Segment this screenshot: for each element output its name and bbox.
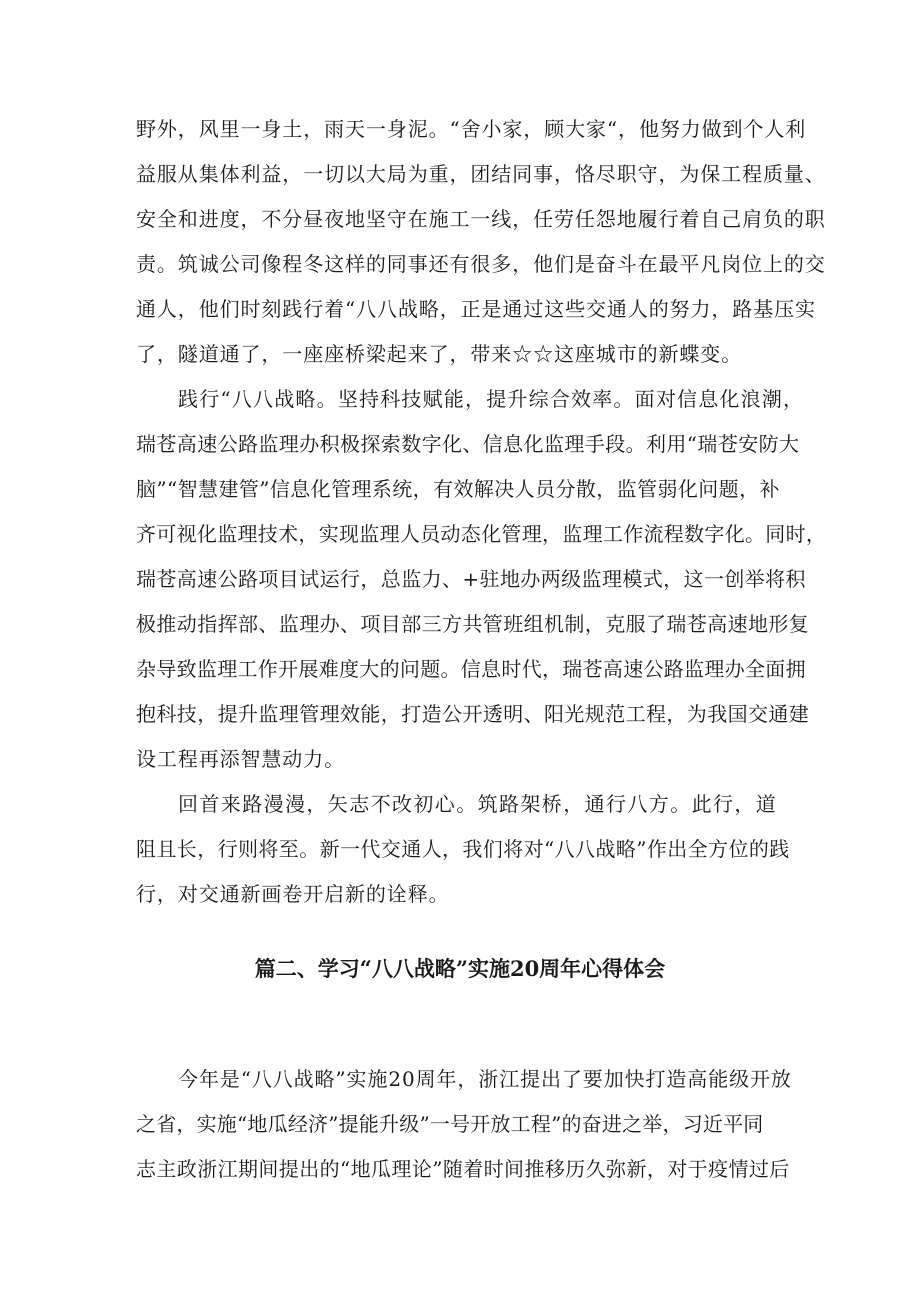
- text-line: 回首来路漫漫，矢志不改初心。筑路架桥，通行八方。此行，道: [178, 792, 778, 816]
- section-heading: 篇二、学习“八八战略”实施20周年心得体会: [254, 956, 666, 981]
- text-line: 设工程再添智慧动力。: [136, 747, 345, 771]
- text-line: 行，对交通新画卷开启新的诠释。: [136, 882, 450, 906]
- text-line: 今年是“八八战略”实施20周年，浙江提出了要加快打造高能级开放: [178, 1067, 792, 1091]
- text-line: 之省，实施“地瓜经济”提能升级”一号开放工程”的奋进之举，习近平同: [136, 1112, 764, 1136]
- text-line: 安全和进度，不分昼夜地坚守在施工一线，任劳任怨地履行着自己肩负的职: [136, 207, 826, 231]
- text-line: 责。筑诚公司像程冬这样的同事还有很多，他们是奋斗在最平凡岗位上的交: [136, 252, 826, 276]
- text-line: 通人，他们时刻践行着“八八战略，正是通过这些交通人的努力，路基压实: [136, 297, 816, 321]
- text-line: 益服从集体利益，一切以大局为重，团结同事，恪尽职守，为保工程质量、: [136, 162, 826, 186]
- text-line: 志主政浙江期间提出的“地瓜理论”随着时间推移历久弥新，对于疫情过后: [136, 1157, 790, 1181]
- text-line: 瑞苍高速公路项目试运行，总监力、+驻地办两级监理模式，这一创举将积: [136, 567, 806, 591]
- text-line: 了，隧道通了，一座座桥梁起来了，带来☆☆这座城市的新蝶变。: [136, 342, 743, 366]
- text-line: 极推动指挥部、监理办、项目部三方共管班组机制，克服了瑞苍高速地形复: [136, 612, 810, 636]
- text-line: 抱科技，提升监理管理效能，打造公开透明、阳光规范工程，为我国交通建: [136, 702, 810, 726]
- text-line: 脑”“智慧建管”信息化管理系统，有效解决人员分散，监管弱化问题，补: [136, 477, 780, 501]
- text-line: 杂导致监理工作开展难度大的问题。信息时代，瑞苍高速公路监理办全面拥: [136, 657, 806, 681]
- text-line: 瑞苍高速公路监理办积极探索数字化、信息化监理手段。利用“瑞苍安防大: [136, 432, 800, 456]
- text-line: 践行“八八战略。坚持科技赋能，提升综合效率。面对信息化浪潮，: [178, 387, 805, 411]
- text-line: 野外，风里一身土，雨天一身泥。“舍小家，顾大家“，他努力做到个人利: [136, 117, 807, 141]
- text-line: 阻且长，行则将至。新一代交通人，我们将对“八八战略”作出全方位的践: [136, 837, 790, 861]
- text-line: 齐可视化监理技术，实现监理人员动态化管理，监理工作流程数字化。同时，: [136, 522, 827, 546]
